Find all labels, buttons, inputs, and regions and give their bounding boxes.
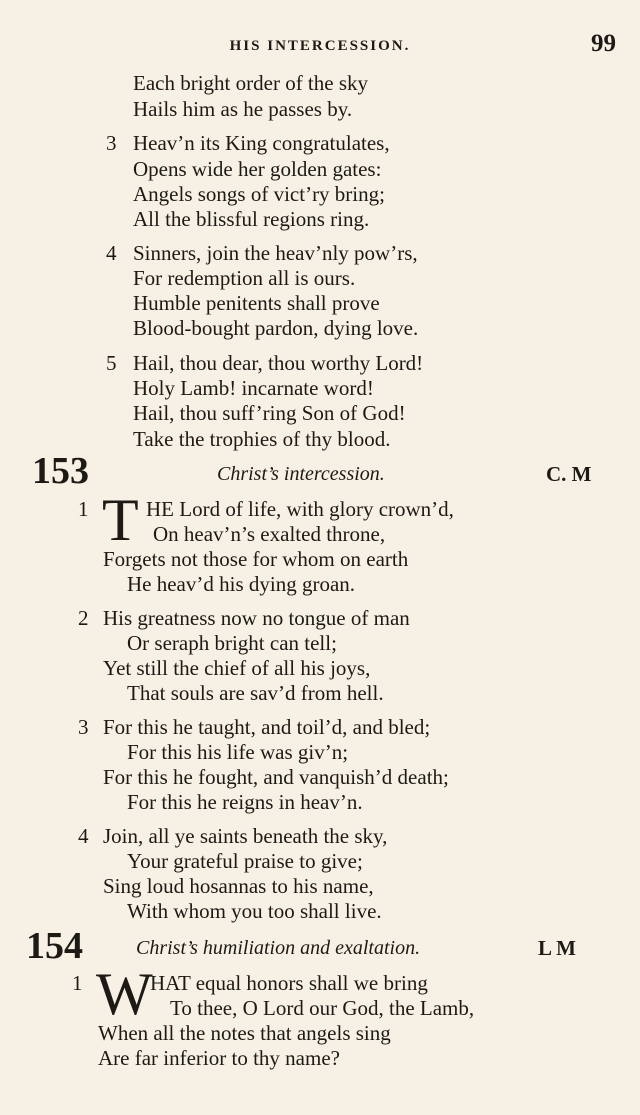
verse-line: Angels songs of vict’ry bring; [133,182,385,206]
verse-line: Or seraph bright can tell; [127,631,337,655]
verse-number: 1 [72,971,83,995]
verse-line: Blood-bought pardon, dying love. [133,316,419,340]
verse-number: 3 [106,131,117,155]
verse-line: On heav’n’s exalted throne, [153,522,386,546]
verse-line: To thee, O Lord our God, the Lamb, [170,996,475,1020]
verse-number: 4 [78,824,89,848]
verse-line: Hail, thou dear, thou worthy Lord! [133,351,424,375]
verse-line: That souls are sav’d from hell. [127,681,384,705]
page-number: 99 [591,30,616,57]
verse-line: He heav’d his dying groan. [127,572,356,596]
verse-number: 5 [106,351,117,375]
verse-line: Join, all ye saints beneath the sky, [103,824,388,848]
verse-line: For this he reigns in heav’n. [127,790,363,814]
verse-line: Hail, thou suff’ring Son of God! [133,401,406,425]
verse-line: With whom you too shall live. [127,899,382,923]
verse-line: Your grateful praise to give; [127,849,363,873]
verse-line: When all the notes that angels sing [98,1021,391,1045]
verse-line: His greatness now no tongue of man [103,606,410,630]
verse-line: Opens wide her golden gates: [133,157,382,181]
verse-line: Sing loud hosannas to his name, [103,874,374,898]
verse-line: Heav’n its King congratulates, [133,131,390,155]
hymn-number: 154 [26,925,83,967]
drop-cap: T [102,487,139,553]
running-title: HIS INTERCESSION. [229,38,411,54]
verse-line: Yet still the chief of all his joys, [103,656,371,680]
verse-line: Forgets not those for whom on earth [103,547,409,571]
verse-line: Each bright order of the sky [133,71,369,95]
verse-line: Are far inferior to thy name? [98,1046,340,1070]
verse-line: Take the trophies of thy blood. [133,427,391,451]
verse-line: For redemption all is ours. [133,266,356,290]
verse-line: All the blissful regions ring. [133,207,370,231]
verse-number: 2 [78,606,89,630]
verse-line: HAT equal honors shall we bring [150,971,428,995]
verse-line: For this his life was giv’n; [127,740,349,764]
verse-number: 4 [106,241,117,265]
verse-line: Humble penitents shall prove [133,291,380,315]
verse-number: 3 [78,715,89,739]
verse-number: 1 [78,497,89,521]
verse-line: Hails him as he passes by. [133,97,353,121]
hymn-number: 153 [32,450,89,492]
verse-line: Holy Lamb! incarnate word! [133,376,374,400]
verse-line: Sinners, join the heav’nly pow’rs, [133,241,418,265]
verse-line: For this he fought, and vanquish’d death; [103,765,449,789]
drop-cap: W [96,961,153,1027]
verse-line: HE Lord of life, with glory crown’d, [146,497,454,521]
hymn-title: Christ’s intercession. [217,463,385,485]
hymn-meter: C. M [546,462,592,486]
hymn-title: Christ’s humiliation and exaltation. [136,937,421,959]
verse-line: For this he taught, and toil’d, and bled; [103,715,431,739]
hymn-meter: L M [538,936,576,960]
